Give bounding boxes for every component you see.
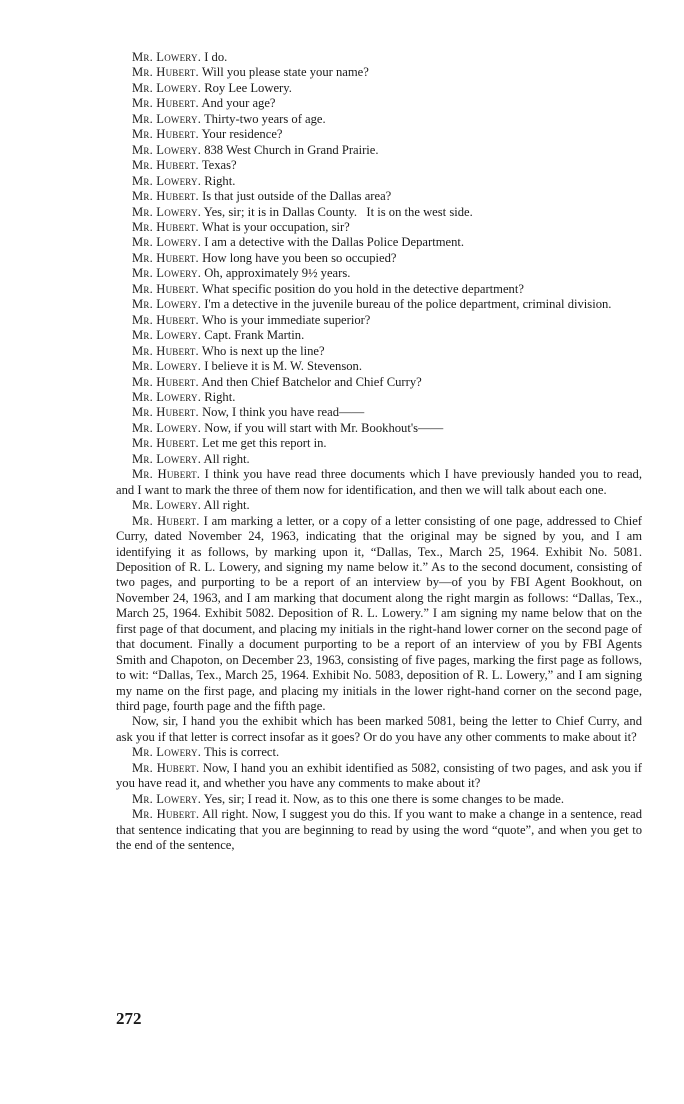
utterance: I'm a detective in the juvenile bureau of the police department, criminal division. — [204, 297, 612, 312]
utterance: I am a detective with the Dallas Police Department. — [204, 235, 465, 250]
utterance: Right. — [204, 389, 236, 404]
entry-27 — [116, 452, 642, 467]
utterance: I think you have read three documents which I have previously handed you to read, and I want to mark the three of them now for identification, and then we will talk about each one. — [116, 467, 643, 497]
entry-19 — [116, 328, 642, 343]
utterance: I do. — [204, 50, 228, 64]
speaker: Mr. Hubert. — [132, 158, 199, 173]
utterance: How long have you been so occupied? — [202, 250, 397, 265]
utterance: Will you please state your name? — [201, 65, 369, 80]
utterance: I believe it is M. W. Stevenson. — [204, 359, 362, 374]
entry-21 — [116, 359, 642, 374]
speaker: Mr. Hubert. — [132, 281, 199, 296]
speaker: Mr. Lowery. — [132, 389, 202, 404]
speaker: Mr. Lowery. — [132, 359, 202, 374]
utterance: Capt. Frank Martin. — [204, 328, 305, 343]
speaker: Mr. Lowery. — [132, 420, 202, 435]
transcript-body — [116, 50, 642, 854]
utterance: All right. Now, I suggest you do this. If you want to make a change in a sentence, read that sentence indicating that you are beginning to read by using the word “quote”, and when you get to the end of the sentence, — [116, 807, 642, 853]
speaker: Mr. Lowery. — [132, 142, 202, 157]
entry-24 — [116, 405, 642, 420]
utterance: Let me get this report in. — [202, 436, 327, 451]
entry-10 — [116, 189, 642, 204]
entry-22 — [116, 375, 642, 390]
speaker: Mr. Lowery. — [132, 266, 202, 281]
speaker: Mr. Hubert. — [132, 467, 201, 482]
entry-7 — [116, 143, 642, 158]
entry-13 — [116, 235, 642, 250]
speaker: Mr. Hubert. — [132, 807, 200, 822]
utterance: Texas? — [201, 158, 237, 173]
speaker: Mr. Hubert. — [132, 436, 199, 451]
entry-3 — [116, 81, 642, 96]
entry-20 — [116, 344, 642, 359]
speaker: Mr. Lowery. — [132, 745, 202, 760]
entry-17 — [116, 297, 642, 312]
utterance: And your age? — [201, 96, 276, 111]
entry-9 — [116, 174, 642, 189]
speaker: Mr. Hubert. — [132, 65, 199, 80]
entry-12 — [116, 220, 642, 235]
entry-18 — [116, 313, 642, 328]
speaker: Mr. Lowery. — [132, 50, 202, 64]
entry-31 — [116, 714, 642, 745]
entry-35 — [116, 807, 642, 853]
entry-6 — [116, 127, 642, 142]
speaker: Mr. Lowery. — [132, 498, 202, 513]
entry-25 — [116, 421, 642, 436]
utterance: Now, sir, I hand you the exhibit which has been marked 5081, being the letter to Chief Curry, and ask you if that letter is correct insofar as it goes? Or do you have any other comments to make about it? — [116, 714, 642, 744]
page-number: 272 — [116, 1009, 142, 1028]
entry-28 — [116, 467, 642, 498]
utterance: Oh, approximately 9½ years. — [204, 266, 351, 281]
utterance: Right. — [204, 173, 236, 188]
speaker: Mr. Lowery. — [132, 791, 202, 806]
utterance: Now, if you will start with Mr. Bookhout's—— — [204, 420, 444, 435]
speaker: Mr. Hubert. — [132, 250, 199, 265]
speaker: Mr. Hubert. — [132, 219, 199, 234]
speaker: Mr. Lowery. — [132, 328, 202, 343]
speaker: Mr. Lowery. — [132, 80, 202, 95]
utterance: 838 West Church in Grand Prairie. — [204, 142, 379, 157]
entry-34 — [116, 792, 642, 807]
entry-16 — [116, 282, 642, 297]
speaker: Mr. Lowery. — [132, 235, 202, 250]
entry-15 — [116, 266, 642, 281]
speaker: Mr. Hubert. — [132, 96, 199, 111]
speaker: Mr. Hubert. — [132, 513, 200, 528]
speaker: Mr. Lowery. — [132, 173, 202, 188]
utterance: Your residence? — [201, 127, 283, 142]
utterance: Yes, sir; it is in Dallas County. It is on the west side. — [203, 204, 473, 219]
entry-23 — [116, 390, 642, 405]
entry-5 — [116, 112, 642, 127]
utterance: All right. — [203, 498, 250, 513]
utterance: Yes, sir; I read it. Now, as to this one there is some changes to be made. — [203, 791, 564, 806]
speaker: Mr. Hubert. — [132, 312, 199, 327]
speaker: Mr. Hubert. — [132, 405, 199, 420]
speaker: Mr. Hubert. — [132, 760, 200, 775]
utterance: Is that just outside of the Dallas area? — [202, 189, 392, 204]
speaker: Mr. Lowery. — [132, 451, 202, 466]
utterance: Now, I hand you an exhibit identified as 5082, consisting of two pages, and ask you if you have read it, and whether you have any comments to make about it? — [116, 760, 642, 791]
speaker: Mr. Hubert. — [132, 343, 199, 358]
speaker: Mr. Lowery. — [132, 204, 202, 219]
entry-2 — [116, 65, 642, 80]
utterance: All right. — [203, 451, 250, 466]
utterance: What is your occupation, sir? — [201, 219, 350, 234]
speaker: Mr. Lowery. — [132, 297, 202, 312]
utterance: What specific position do you hold in the detective department? — [201, 281, 524, 296]
entry-4 — [116, 96, 642, 111]
utterance: Thirty-two years of age. — [203, 111, 326, 126]
entry-30 — [116, 514, 642, 715]
utterance: Who is next up the line? — [201, 343, 325, 358]
utterance: And then Chief Batchelor and Chief Curry? — [201, 374, 422, 389]
entry-29 — [116, 498, 642, 513]
speaker: Mr. Lowery. — [132, 111, 202, 126]
entry-33 — [116, 761, 642, 792]
entry-26 — [116, 436, 642, 451]
utterance: Roy Lee Lowery. — [204, 80, 292, 95]
utterance: This is correct. — [203, 745, 280, 760]
utterance: Now, I think you have read—— — [202, 405, 365, 420]
entry-32 — [116, 745, 642, 760]
entry-1 — [116, 50, 642, 65]
utterance: I am marking a letter, or a copy of a letter consisting of one page, addressed to Chief Curry, dated November 24, 1963, indicating that the original may be signed by you, and I am identifying it as follows, by marking upon it, “Dallas, Tex., March 25, 1964. Exhibit No. 5081. Deposition of R. L. Lowery, and signing my name below it.” As to the second document, consisting of two pages, and purporting to be a report of an interview by—of you by FBI Agent Bookhout, on November 24, 1963, and I am marking that document along the right margin as follows: “Dallas, Tex., March 25, 1964. Exhibit 5082. Deposition of R. L. Lowery.” I am signing my name below that on the first page of that document, and placing my initials in the right-hand lower corner on the second page of that document. Finally a document purporting to be a report of an interview of you by FBI Agents Smith and Chapoton, on December 23, 1963, consisting of five pages, marking the first page as follows, to wit: “Dallas, Tex., March 25, 1964. Exhibit No. 5083, deposition of R. L. Lowery,” and I am signing my name on the first page, and placing my initials in the lower right-hand corner on the second page, third page, fourth page and the fifth page. — [116, 513, 643, 714]
entry-8 — [116, 158, 642, 173]
entry-11 — [116, 205, 642, 220]
speaker: Mr. Hubert. — [132, 127, 199, 142]
utterance: Who is your immediate superior? — [201, 312, 371, 327]
speaker: Mr. Hubert. — [132, 189, 199, 204]
entry-14 — [116, 251, 642, 266]
speaker: Mr. Hubert. — [132, 374, 199, 389]
